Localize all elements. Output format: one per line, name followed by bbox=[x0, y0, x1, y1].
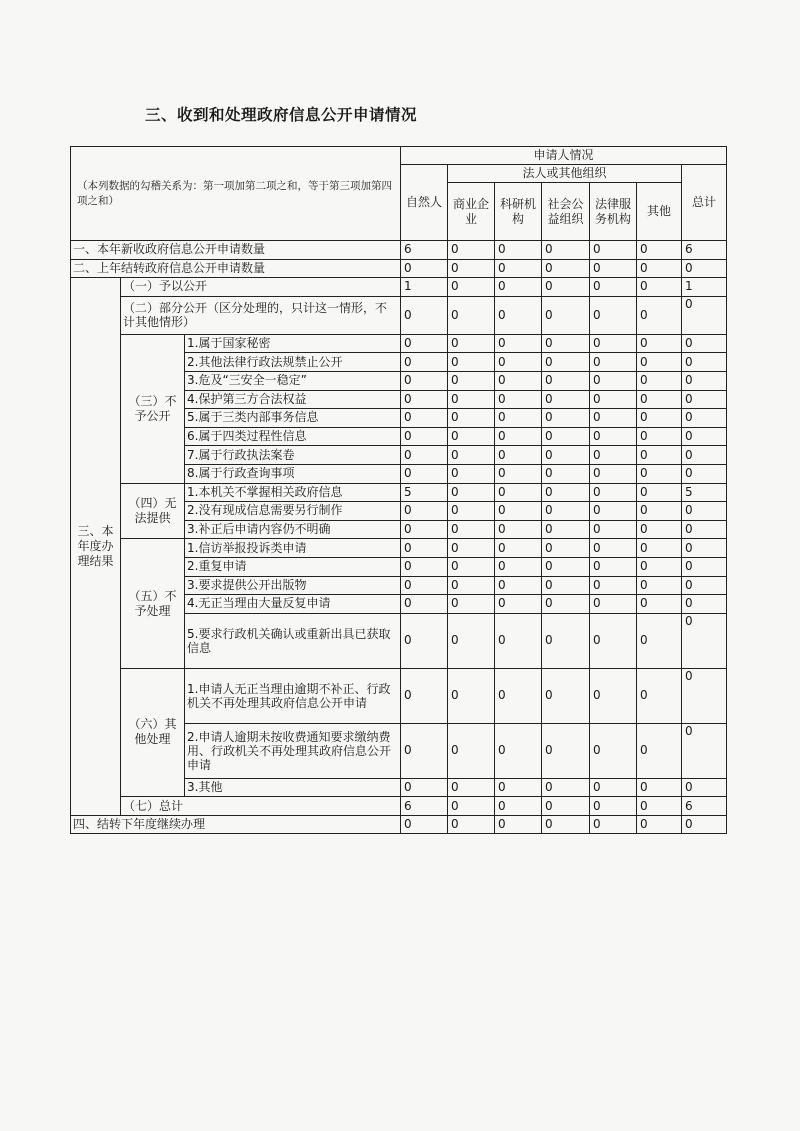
value-cell: 0 bbox=[448, 797, 495, 816]
value-cell: 0 bbox=[682, 464, 727, 483]
value-cell: 0 bbox=[682, 723, 727, 778]
g5-item-label: 2.重复申请 bbox=[185, 557, 401, 576]
table-row bbox=[71, 259, 727, 278]
value-cell: 0 bbox=[682, 427, 727, 446]
value-cell: 0 bbox=[495, 390, 542, 409]
value-cell: 0 bbox=[637, 427, 682, 446]
value-cell: 0 bbox=[590, 409, 637, 428]
value-cell: 0 bbox=[590, 668, 637, 723]
col-natural-person: 自然人 bbox=[401, 165, 448, 241]
value-cell: 0 bbox=[495, 557, 542, 576]
g3-item-label: 5.属于三类内部事务信息 bbox=[185, 409, 401, 428]
header-note: （本列数据的勾稽关系为：第一项加第二项之和，等于第三项加第四项之和） bbox=[77, 179, 392, 207]
value-cell: 0 bbox=[542, 557, 590, 576]
header-note-cell bbox=[71, 147, 401, 241]
row-label-carried: 二、上年结转政府信息公开申请数量 bbox=[71, 259, 401, 278]
value-cell: 0 bbox=[590, 723, 637, 778]
value-cell: 0 bbox=[448, 668, 495, 723]
value-cell: 0 bbox=[542, 595, 590, 614]
value-cell: 0 bbox=[542, 520, 590, 539]
value-cell: 0 bbox=[495, 446, 542, 465]
value-cell: 0 bbox=[637, 334, 682, 353]
g5-group-label: （五）不予处理 bbox=[121, 539, 185, 668]
value-cell: 0 bbox=[448, 483, 495, 502]
disclosure-table bbox=[70, 146, 727, 834]
g2-label: （二）部分公开（区分处理的，只计这一情形，不计其他情形） bbox=[121, 296, 401, 334]
table-row bbox=[71, 668, 727, 723]
value-cell: 0 bbox=[637, 815, 682, 834]
value-cell: 0 bbox=[590, 815, 637, 834]
col-other: 其他 bbox=[637, 183, 682, 241]
value-cell: 0 bbox=[448, 371, 495, 390]
g4-item-label: 2.没有现成信息需要另行制作 bbox=[185, 502, 401, 521]
col-commercial: 商业企业 bbox=[448, 183, 495, 241]
value-cell: 0 bbox=[401, 778, 448, 797]
value-cell: 5 bbox=[682, 483, 727, 502]
value-cell: 0 bbox=[401, 334, 448, 353]
value-cell: 0 bbox=[590, 557, 637, 576]
value-cell: 0 bbox=[637, 502, 682, 521]
g6-item-label: 2.申请人逾期未按收费通知要求缴纳费用、行政机关不再处理其政府信息公开申请 bbox=[185, 723, 401, 778]
col-legal-group: 法人或其他组织 bbox=[448, 165, 682, 183]
value-cell: 0 bbox=[590, 390, 637, 409]
value-cell: 0 bbox=[682, 446, 727, 465]
value-cell: 0 bbox=[401, 723, 448, 778]
table-row bbox=[71, 815, 727, 834]
value-cell: 0 bbox=[495, 241, 542, 260]
value-cell: 0 bbox=[542, 668, 590, 723]
value-cell: 0 bbox=[401, 446, 448, 465]
value-cell: 0 bbox=[448, 520, 495, 539]
value-cell: 0 bbox=[590, 353, 637, 372]
value-cell: 0 bbox=[401, 409, 448, 428]
g1-label: （一）予以公开 bbox=[121, 278, 401, 297]
value-cell: 0 bbox=[590, 576, 637, 595]
value-cell: 6 bbox=[682, 241, 727, 260]
value-cell: 0 bbox=[637, 390, 682, 409]
value-cell: 0 bbox=[448, 296, 495, 334]
value-cell: 0 bbox=[682, 595, 727, 614]
value-cell: 0 bbox=[401, 668, 448, 723]
value-cell: 0 bbox=[401, 613, 448, 668]
value-cell: 0 bbox=[637, 259, 682, 278]
table-row bbox=[71, 296, 727, 334]
value-cell: 6 bbox=[682, 797, 727, 816]
value-cell: 0 bbox=[495, 613, 542, 668]
value-cell: 0 bbox=[495, 427, 542, 446]
value-cell: 0 bbox=[401, 390, 448, 409]
value-cell: 0 bbox=[590, 241, 637, 260]
col-research: 科研机构 bbox=[495, 183, 542, 241]
table-row bbox=[71, 278, 727, 297]
g4-item-label: 3.补正后申请内容仍不明确 bbox=[185, 520, 401, 539]
value-cell: 0 bbox=[590, 778, 637, 797]
table-row bbox=[71, 241, 727, 260]
value-cell: 0 bbox=[448, 409, 495, 428]
g6-item-label: 1.申请人无正当理由逾期不补正、行政机关不再处理其政府信息公开申请 bbox=[185, 668, 401, 723]
section-heading: 三、收到和处理政府信息公开申请情况 bbox=[145, 106, 418, 124]
value-cell: 0 bbox=[637, 613, 682, 668]
value-cell: 0 bbox=[637, 595, 682, 614]
value-cell: 0 bbox=[542, 539, 590, 558]
g5-item-label: 1.信访举报投诉类申请 bbox=[185, 539, 401, 558]
value-cell: 0 bbox=[682, 576, 727, 595]
value-cell: 0 bbox=[495, 539, 542, 558]
g3-item-label: 8.属于行政查询事项 bbox=[185, 464, 401, 483]
value-cell: 0 bbox=[590, 371, 637, 390]
value-cell: 0 bbox=[495, 815, 542, 834]
value-cell: 0 bbox=[401, 520, 448, 539]
value-cell: 0 bbox=[637, 371, 682, 390]
value-cell: 0 bbox=[590, 296, 637, 334]
value-cell: 0 bbox=[682, 778, 727, 797]
value-cell: 0 bbox=[495, 576, 542, 595]
value-cell: 0 bbox=[637, 668, 682, 723]
value-cell: 0 bbox=[542, 353, 590, 372]
value-cell: 0 bbox=[401, 353, 448, 372]
value-cell: 0 bbox=[401, 259, 448, 278]
value-cell: 0 bbox=[590, 427, 637, 446]
value-cell: 0 bbox=[448, 334, 495, 353]
g5-item-label: 5.要求行政机关确认或重新出具已获取信息 bbox=[185, 613, 401, 668]
table-row bbox=[71, 483, 727, 502]
value-cell: 0 bbox=[495, 409, 542, 428]
value-cell: 0 bbox=[590, 334, 637, 353]
value-cell: 0 bbox=[682, 520, 727, 539]
value-cell: 0 bbox=[401, 595, 448, 614]
value-cell: 0 bbox=[637, 797, 682, 816]
value-cell: 0 bbox=[542, 778, 590, 797]
value-cell: 0 bbox=[495, 464, 542, 483]
value-cell: 0 bbox=[542, 390, 590, 409]
value-cell: 0 bbox=[590, 446, 637, 465]
value-cell: 0 bbox=[682, 613, 727, 668]
g6-group-label: （六）其他处理 bbox=[121, 668, 185, 797]
g3-item-label: 3.危及“三安全一稳定” bbox=[185, 371, 401, 390]
value-cell: 0 bbox=[542, 815, 590, 834]
value-cell: 0 bbox=[637, 296, 682, 334]
value-cell: 0 bbox=[495, 797, 542, 816]
row-label-next-year: 四、结转下年度继续办理 bbox=[71, 815, 401, 834]
value-cell: 0 bbox=[448, 427, 495, 446]
value-cell: 0 bbox=[542, 502, 590, 521]
value-cell: 0 bbox=[495, 595, 542, 614]
value-cell: 0 bbox=[590, 464, 637, 483]
value-cell: 0 bbox=[401, 371, 448, 390]
value-cell: 0 bbox=[542, 409, 590, 428]
applicant-header: 申请人情况 bbox=[401, 147, 727, 165]
value-cell: 0 bbox=[448, 259, 495, 278]
value-cell: 0 bbox=[542, 296, 590, 334]
value-cell: 0 bbox=[637, 409, 682, 428]
value-cell: 0 bbox=[542, 427, 590, 446]
g3-item-label: 7.属于行政执法案卷 bbox=[185, 446, 401, 465]
value-cell: 0 bbox=[495, 502, 542, 521]
row-label-new: 一、本年新收政府信息公开申请数量 bbox=[71, 241, 401, 260]
g3-group-label: （三）不予公开 bbox=[121, 334, 185, 483]
value-cell: 0 bbox=[448, 723, 495, 778]
value-cell: 0 bbox=[542, 797, 590, 816]
value-cell: 0 bbox=[448, 595, 495, 614]
g3-item-label: 2.其他法律行政法规禁止公开 bbox=[185, 353, 401, 372]
value-cell: 0 bbox=[495, 334, 542, 353]
value-cell: 0 bbox=[590, 278, 637, 297]
value-cell: 0 bbox=[542, 446, 590, 465]
g3-item-label: 6.属于四类过程性信息 bbox=[185, 427, 401, 446]
value-cell: 0 bbox=[637, 278, 682, 297]
value-cell: 0 bbox=[401, 557, 448, 576]
value-cell: 0 bbox=[590, 539, 637, 558]
value-cell: 0 bbox=[637, 483, 682, 502]
value-cell: 0 bbox=[495, 668, 542, 723]
value-cell: 0 bbox=[542, 464, 590, 483]
value-cell: 0 bbox=[682, 371, 727, 390]
value-cell: 0 bbox=[495, 296, 542, 334]
table-row bbox=[71, 539, 727, 558]
col-total: 总计 bbox=[682, 165, 727, 241]
value-cell: 0 bbox=[542, 278, 590, 297]
value-cell: 0 bbox=[682, 353, 727, 372]
value-cell: 0 bbox=[495, 778, 542, 797]
value-cell: 0 bbox=[448, 502, 495, 521]
value-cell: 0 bbox=[637, 576, 682, 595]
value-cell: 0 bbox=[590, 483, 637, 502]
value-cell: 0 bbox=[448, 576, 495, 595]
value-cell: 0 bbox=[495, 259, 542, 278]
value-cell: 0 bbox=[401, 539, 448, 558]
value-cell: 0 bbox=[542, 576, 590, 595]
value-cell: 0 bbox=[542, 371, 590, 390]
value-cell: 0 bbox=[590, 613, 637, 668]
value-cell: 0 bbox=[448, 241, 495, 260]
value-cell: 0 bbox=[682, 668, 727, 723]
g3-item-label: 4.保护第三方合法权益 bbox=[185, 390, 401, 409]
value-cell: 0 bbox=[401, 576, 448, 595]
value-cell: 0 bbox=[495, 483, 542, 502]
value-cell: 0 bbox=[448, 613, 495, 668]
value-cell: 0 bbox=[495, 520, 542, 539]
value-cell: 0 bbox=[637, 539, 682, 558]
value-cell: 0 bbox=[637, 446, 682, 465]
value-cell: 0 bbox=[495, 278, 542, 297]
value-cell: 0 bbox=[448, 464, 495, 483]
value-cell: 6 bbox=[401, 797, 448, 816]
value-cell: 0 bbox=[682, 409, 727, 428]
value-cell: 1 bbox=[401, 278, 448, 297]
value-cell: 0 bbox=[401, 464, 448, 483]
value-cell: 0 bbox=[401, 296, 448, 334]
table-row bbox=[71, 797, 727, 816]
value-cell: 0 bbox=[590, 797, 637, 816]
value-cell: 0 bbox=[682, 390, 727, 409]
value-cell: 0 bbox=[448, 390, 495, 409]
g4-group-label: （四）无法提供 bbox=[121, 483, 185, 539]
value-cell: 0 bbox=[401, 502, 448, 521]
value-cell: 0 bbox=[448, 557, 495, 576]
value-cell: 0 bbox=[448, 446, 495, 465]
table-row bbox=[71, 334, 727, 353]
value-cell: 0 bbox=[542, 613, 590, 668]
value-cell: 0 bbox=[682, 502, 727, 521]
value-cell: 0 bbox=[448, 815, 495, 834]
value-cell: 0 bbox=[637, 464, 682, 483]
value-cell: 0 bbox=[637, 723, 682, 778]
col-social: 社会公益组织 bbox=[542, 183, 590, 241]
value-cell: 0 bbox=[542, 259, 590, 278]
value-cell: 0 bbox=[448, 539, 495, 558]
value-cell: 0 bbox=[682, 334, 727, 353]
g5-item-label: 3.要求提供公开出版物 bbox=[185, 576, 401, 595]
value-cell: 0 bbox=[448, 353, 495, 372]
g7-label: （七）总计 bbox=[121, 797, 401, 816]
value-cell: 0 bbox=[637, 557, 682, 576]
value-cell: 0 bbox=[682, 815, 727, 834]
value-cell: 0 bbox=[401, 427, 448, 446]
value-cell: 0 bbox=[495, 353, 542, 372]
value-cell: 6 bbox=[401, 241, 448, 260]
value-cell: 0 bbox=[495, 371, 542, 390]
g6-item-label: 3.其他 bbox=[185, 778, 401, 797]
g5-item-label: 4.无正当理由大量反复申请 bbox=[185, 595, 401, 614]
value-cell: 0 bbox=[682, 539, 727, 558]
value-cell: 0 bbox=[542, 334, 590, 353]
value-cell: 0 bbox=[542, 723, 590, 778]
g4-item-label: 1.本机关不掌握相关政府信息 bbox=[185, 483, 401, 502]
value-cell: 0 bbox=[637, 241, 682, 260]
value-cell: 0 bbox=[448, 778, 495, 797]
value-cell: 0 bbox=[590, 520, 637, 539]
value-cell: 0 bbox=[542, 483, 590, 502]
value-cell: 0 bbox=[590, 502, 637, 521]
value-cell: 0 bbox=[590, 259, 637, 278]
value-cell: 0 bbox=[448, 278, 495, 297]
value-cell: 5 bbox=[401, 483, 448, 502]
value-cell: 0 bbox=[542, 241, 590, 260]
value-cell: 0 bbox=[637, 520, 682, 539]
value-cell: 0 bbox=[682, 259, 727, 278]
value-cell: 0 bbox=[637, 778, 682, 797]
value-cell: 0 bbox=[682, 296, 727, 334]
g3-item-label: 1.属于国家秘密 bbox=[185, 334, 401, 353]
col-legal-service: 法律服务机构 bbox=[590, 183, 637, 241]
value-cell: 0 bbox=[637, 353, 682, 372]
section3-label: 三、本年度办理结果 bbox=[71, 278, 121, 816]
value-cell: 0 bbox=[682, 557, 727, 576]
value-cell: 0 bbox=[590, 595, 637, 614]
value-cell: 1 bbox=[682, 278, 727, 297]
value-cell: 0 bbox=[401, 815, 448, 834]
value-cell: 0 bbox=[495, 723, 542, 778]
